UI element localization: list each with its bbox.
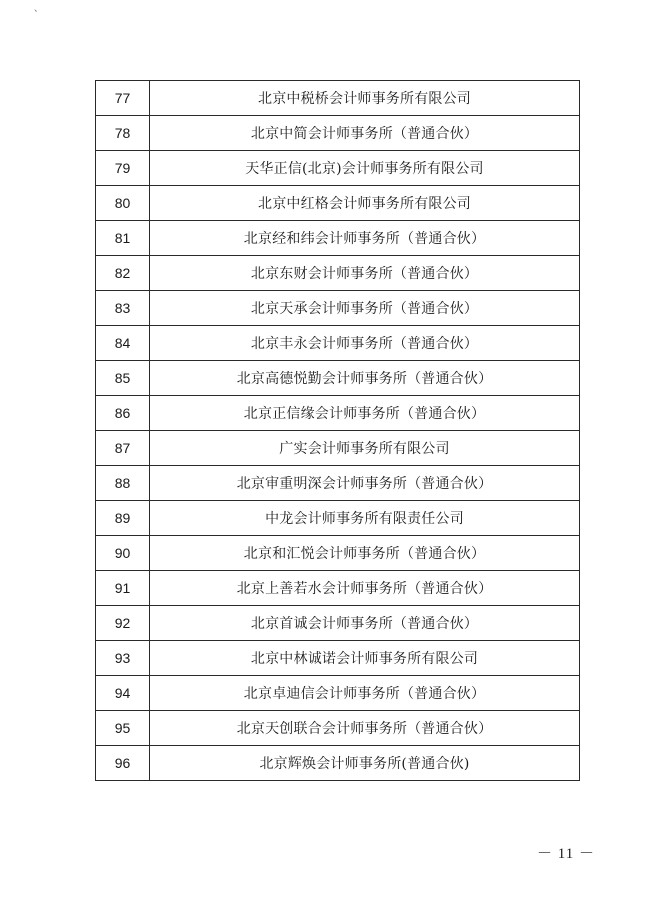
firm-name: 中龙会计师事务所有限责任公司: [150, 501, 580, 536]
firm-list-table: [95, 80, 580, 781]
table-row: [96, 501, 580, 536]
table-row: [96, 676, 580, 711]
firm-name: 北京中简会计师事务所（普通合伙）: [150, 116, 580, 151]
table-row: [96, 291, 580, 326]
table-row: [96, 361, 580, 396]
firm-name: 天华正信(北京)会计师事务所有限公司: [150, 151, 580, 186]
table-row: [96, 186, 580, 221]
firm-name: 北京中红格会计师事务所有限公司: [150, 186, 580, 221]
firm-name: 北京东财会计师事务所（普通合伙）: [150, 256, 580, 291]
firm-name: 北京首诚会计师事务所（普通合伙）: [150, 606, 580, 641]
row-number: 77: [96, 81, 150, 116]
table-row: [96, 466, 580, 501]
corner-mark: 、: [34, 4, 44, 14]
table-row: [96, 81, 580, 116]
table-body: [96, 81, 580, 781]
row-number: 82: [96, 256, 150, 291]
row-number: 90: [96, 536, 150, 571]
page-number: － 11 －: [537, 846, 595, 862]
firm-name: 广实会计师事务所有限公司: [150, 431, 580, 466]
table-row: [96, 221, 580, 256]
table-row: [96, 536, 580, 571]
firm-name: 北京天承会计师事务所（普通合伙）: [150, 291, 580, 326]
table-row: [96, 396, 580, 431]
table-row: [96, 571, 580, 606]
row-number: 87: [96, 431, 150, 466]
table-row: [96, 151, 580, 186]
row-number: 85: [96, 361, 150, 396]
table-row: [96, 256, 580, 291]
firm-name: 北京天创联合会计师事务所（普通合伙）: [150, 711, 580, 746]
row-number: 96: [96, 746, 150, 781]
row-number: 94: [96, 676, 150, 711]
firm-name: 北京中税桥会计师事务所有限公司: [150, 81, 580, 116]
firm-name: 北京高德悦勤会计师事务所（普通合伙）: [150, 361, 580, 396]
table-row: [96, 606, 580, 641]
row-number: 95: [96, 711, 150, 746]
row-number: 89: [96, 501, 150, 536]
row-number: 86: [96, 396, 150, 431]
firm-name: 北京审重明深会计师事务所（普通合伙）: [150, 466, 580, 501]
row-number: 83: [96, 291, 150, 326]
row-number: 80: [96, 186, 150, 221]
table-row: [96, 641, 580, 676]
firm-name: 北京丰永会计师事务所（普通合伙）: [150, 326, 580, 361]
firm-name: 北京正信缘会计师事务所（普通合伙）: [150, 396, 580, 431]
firm-name: 北京经和纬会计师事务所（普通合伙）: [150, 221, 580, 256]
firm-name: 北京辉焕会计师事务所(普通合伙): [150, 746, 580, 781]
row-number: 92: [96, 606, 150, 641]
table-row: [96, 711, 580, 746]
row-number: 81: [96, 221, 150, 256]
table-row: [96, 116, 580, 151]
firm-name: 北京卓迪信会计师事务所（普通合伙）: [150, 676, 580, 711]
firm-name: 北京上善若水会计师事务所（普通合伙）: [150, 571, 580, 606]
row-number: 79: [96, 151, 150, 186]
firm-name: 北京和汇悦会计师事务所（普通合伙）: [150, 536, 580, 571]
row-number: 78: [96, 116, 150, 151]
table-row: [96, 431, 580, 466]
row-number: 91: [96, 571, 150, 606]
table-row: [96, 326, 580, 361]
table-row: [96, 746, 580, 781]
row-number: 88: [96, 466, 150, 501]
row-number: 84: [96, 326, 150, 361]
firm-name: 北京中林诚诺会计师事务所有限公司: [150, 641, 580, 676]
row-number: 93: [96, 641, 150, 676]
